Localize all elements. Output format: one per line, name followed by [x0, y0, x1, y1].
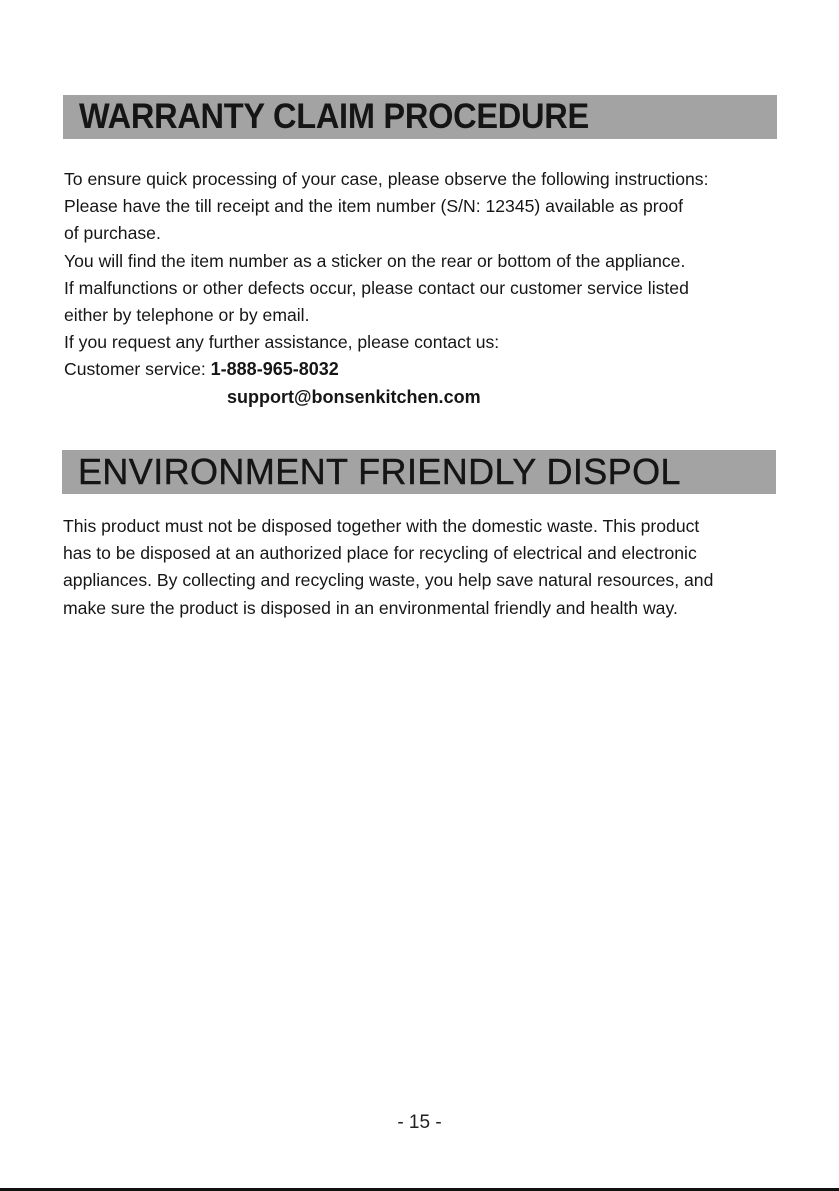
- warranty-line: If malfunctions or other defects occur, please contact our customer service listed: [64, 277, 689, 298]
- customer-service-phone: 1-888-965-8032: [210, 359, 339, 380]
- environment-line: appliances. By collecting and recycling waste, you help save natural resources, and: [63, 570, 714, 591]
- customer-service-email-line: [64, 384, 804, 411]
- customer-service-email: support@bonsenkitchen.com: [227, 386, 481, 407]
- environment-line: make sure the product is disposed in an environmental friendly and health way.: [63, 597, 678, 618]
- environment-heading: ENVIRONMENT FRIENDLY DISPOL: [78, 451, 681, 492]
- warranty-heading-bar: [63, 95, 777, 139]
- warranty-instructions: [64, 166, 804, 411]
- page-number: - 15 -: [397, 1112, 442, 1133]
- warranty-line: You will find the item number as a sticker on the rear or bottom of the appliance.: [64, 250, 686, 271]
- environment-text: [63, 513, 803, 622]
- warranty-line: of purchase.: [64, 223, 161, 244]
- customer-service-label: Customer service:: [64, 359, 211, 380]
- warranty-heading: WARRANTY CLAIM PROCEDURE: [79, 97, 589, 136]
- warranty-line: Please have the till receipt and the item number (S/N: 12345) available as proof: [64, 196, 684, 217]
- environment-heading-bar: [62, 450, 776, 494]
- warranty-line: either by telephone or by email.: [64, 305, 310, 326]
- customer-service-line: [64, 356, 804, 383]
- environment-line: This product must not be disposed together with the domestic waste. This product: [63, 516, 700, 536]
- warranty-line: If you request any further assistance, please contact us:: [64, 332, 500, 353]
- environment-line: has to be disposed at an authorized place for recycling of electrical and electronic: [63, 543, 697, 564]
- warranty-line: To ensure quick processing of your case, please observe the following instructions:: [64, 169, 709, 189]
